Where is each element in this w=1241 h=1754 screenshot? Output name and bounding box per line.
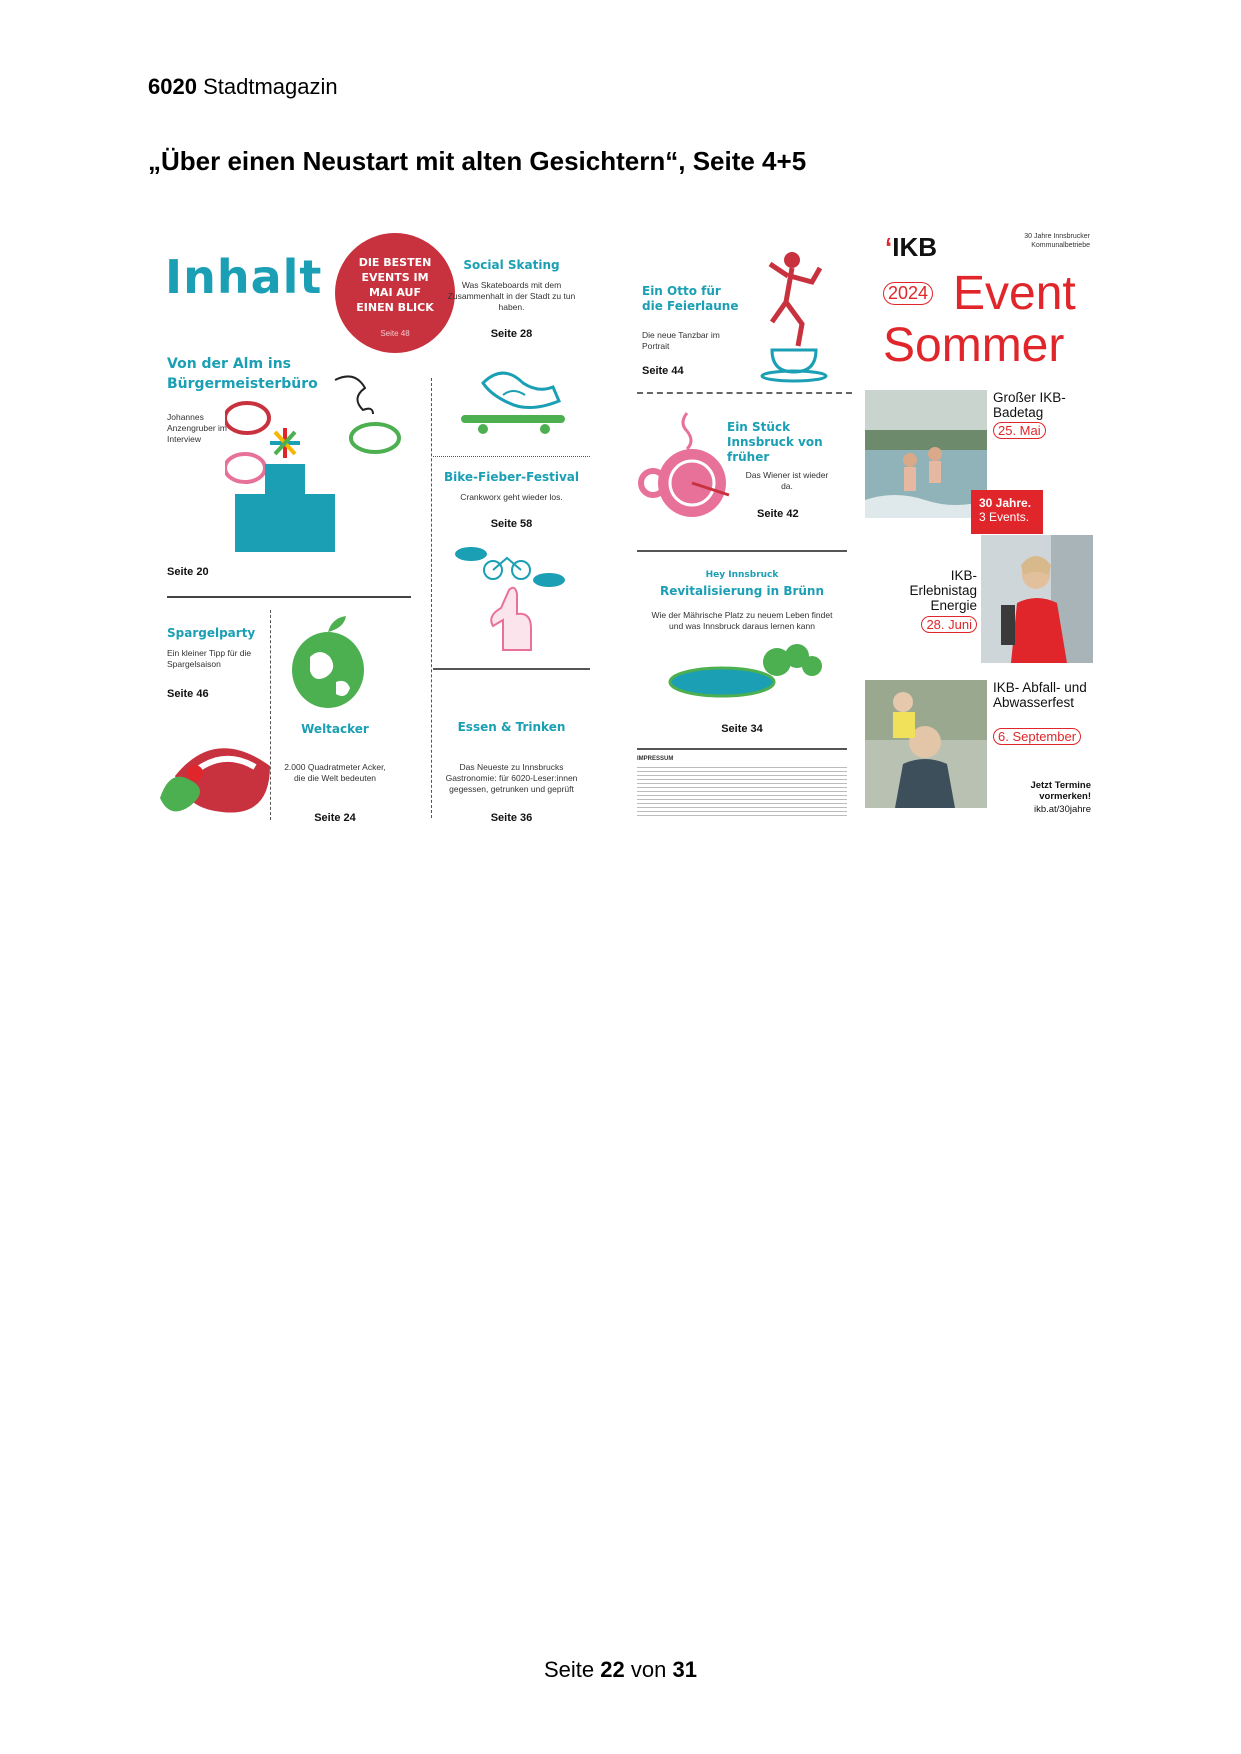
article-title: „Über einen Neustart mit alten Gesichtern“, Seite 4+5 [148,146,807,176]
alm-page: Seite 20 [167,566,209,578]
bike-text: Crankworx geht wieder los. [460,492,563,502]
spargel-headline: Spargelparty [167,626,256,640]
impressum-heading: IMPRESSUM [637,756,674,762]
erlebnistag-date: 28. Juni [885,616,977,633]
footer-prefix: Seite [544,1657,595,1682]
badetag-photo [865,390,987,518]
ikb-logo: ‘IKB [885,232,938,262]
dancer-illustration [752,246,852,386]
cta-text: Jetzt Termine vormerken! [1030,780,1091,802]
events-badge-page: Seite 48 [380,329,410,338]
bruenn-page: Seite 34 [721,723,763,735]
event-title: Event [953,267,1076,320]
divider [167,596,411,598]
page-footer [0,1657,1241,1683]
otto-text: Die neue Tanzbar im Portrait [642,330,720,351]
bruenn-headline: Revitalisierung in Brünn [659,584,825,598]
ikb-advertisement [865,228,1095,828]
anniversary-banner: 30 Jahre. 3 Events. [971,490,1043,534]
divider [433,668,590,670]
mouth-illustration [155,728,275,818]
badetag-date: 25. Mai [993,422,1046,439]
alm-headline: Von der Alm ins Bürgermeisterbüro [167,356,318,392]
bruenn-text: Wie der Mährische Platz zu neuem Leben findet und was Innsbruck daraus lernen kann [651,610,833,631]
ikb-corner-text: 30 Jahre Innsbrucker Kommunalbetriebe [1024,233,1090,249]
footer-page-number: 22 [600,1657,625,1682]
otto-page: Seite 44 [642,365,684,377]
divider [637,550,847,552]
contents-column-left [155,228,433,828]
stueck-text: Das Wiener ist wieder da. [745,470,829,491]
skating-page: Seite 28 [490,328,533,340]
badetag-label: Großer IKB-Badetag [993,390,1066,420]
erlebnistag-label: IKB- Erlebnistag Energie [909,568,977,613]
ikb-url[interactable]: ikb.at/30jahre [1033,804,1091,815]
dashed-separator [270,610,271,820]
abfall-date: 6. September [993,728,1081,745]
document-header [148,74,338,100]
footer-total-pages: 31 [672,1657,697,1682]
alm-text: Johannes Anzengruber im Interview [167,412,228,444]
skating-headline: Social Skating [463,258,560,272]
essen-page: Seite 36 [490,812,533,824]
bike-hand-illustration [451,540,571,660]
park-illustration [667,640,827,710]
divider [637,392,852,394]
contents-column-middle [433,228,590,828]
podium-illustration [225,358,425,568]
divider [637,748,847,750]
abfall-label: IKB- Abfall- und Abwasserfest [993,680,1087,710]
essen-text: Das Neueste zu Innsbrucks Gastronomie: für 6020-Leser:innen gegessen, getrunken und geprüft [445,762,578,794]
spargel-page: Seite 46 [167,688,209,700]
weltacker-headline: Weltacker [301,722,369,736]
bike-page: Seite 58 [490,518,533,530]
brand-name: Stadtmagazin [203,74,338,99]
coffee-clock-illustration [637,403,737,523]
spargel-text: Ein kleiner Tipp für die Spargelsaison [167,648,252,669]
events-badge-text: DIE BESTEN EVENTS IM MAI AUF EINEN BLICK [356,256,434,314]
sommer-title: Sommer [883,319,1065,372]
weltacker-text: 2.000 Quadratmeter Acker, die die Welt bedeuten [284,762,386,783]
erlebnistag-photo [981,535,1093,663]
dashed-separator [431,378,432,818]
skating-text: Was Skateboards mit dem Zusammenhalt in der Stadt zu tun haben. [447,280,576,312]
inhalt-title: Inhalt [165,250,323,304]
abfall-photo [865,680,987,808]
divider [433,456,590,457]
bike-headline: Bike-Fieber-Festival [444,470,579,484]
essen-headline: Essen & Trinken [457,720,566,734]
impressum-fineprint [637,764,847,816]
stueck-page: Seite 42 [757,508,799,520]
stueck-headline: Ein Stück Innsbruck von früher [727,420,823,464]
event-year: 2024 [883,282,933,305]
skateboard-illustration [453,363,573,443]
weltacker-page: Seite 24 [314,812,356,824]
magazine-scan [155,228,1095,828]
globe-apple-illustration [290,612,370,712]
otto-headline: Ein Otto für die Feierlaune [642,284,739,313]
brand-number: 6020 [148,74,197,99]
footer-middle: von [630,1657,667,1682]
contents-column-right [637,228,855,828]
bruenn-kicker: Hey Innsbruck [705,570,779,580]
